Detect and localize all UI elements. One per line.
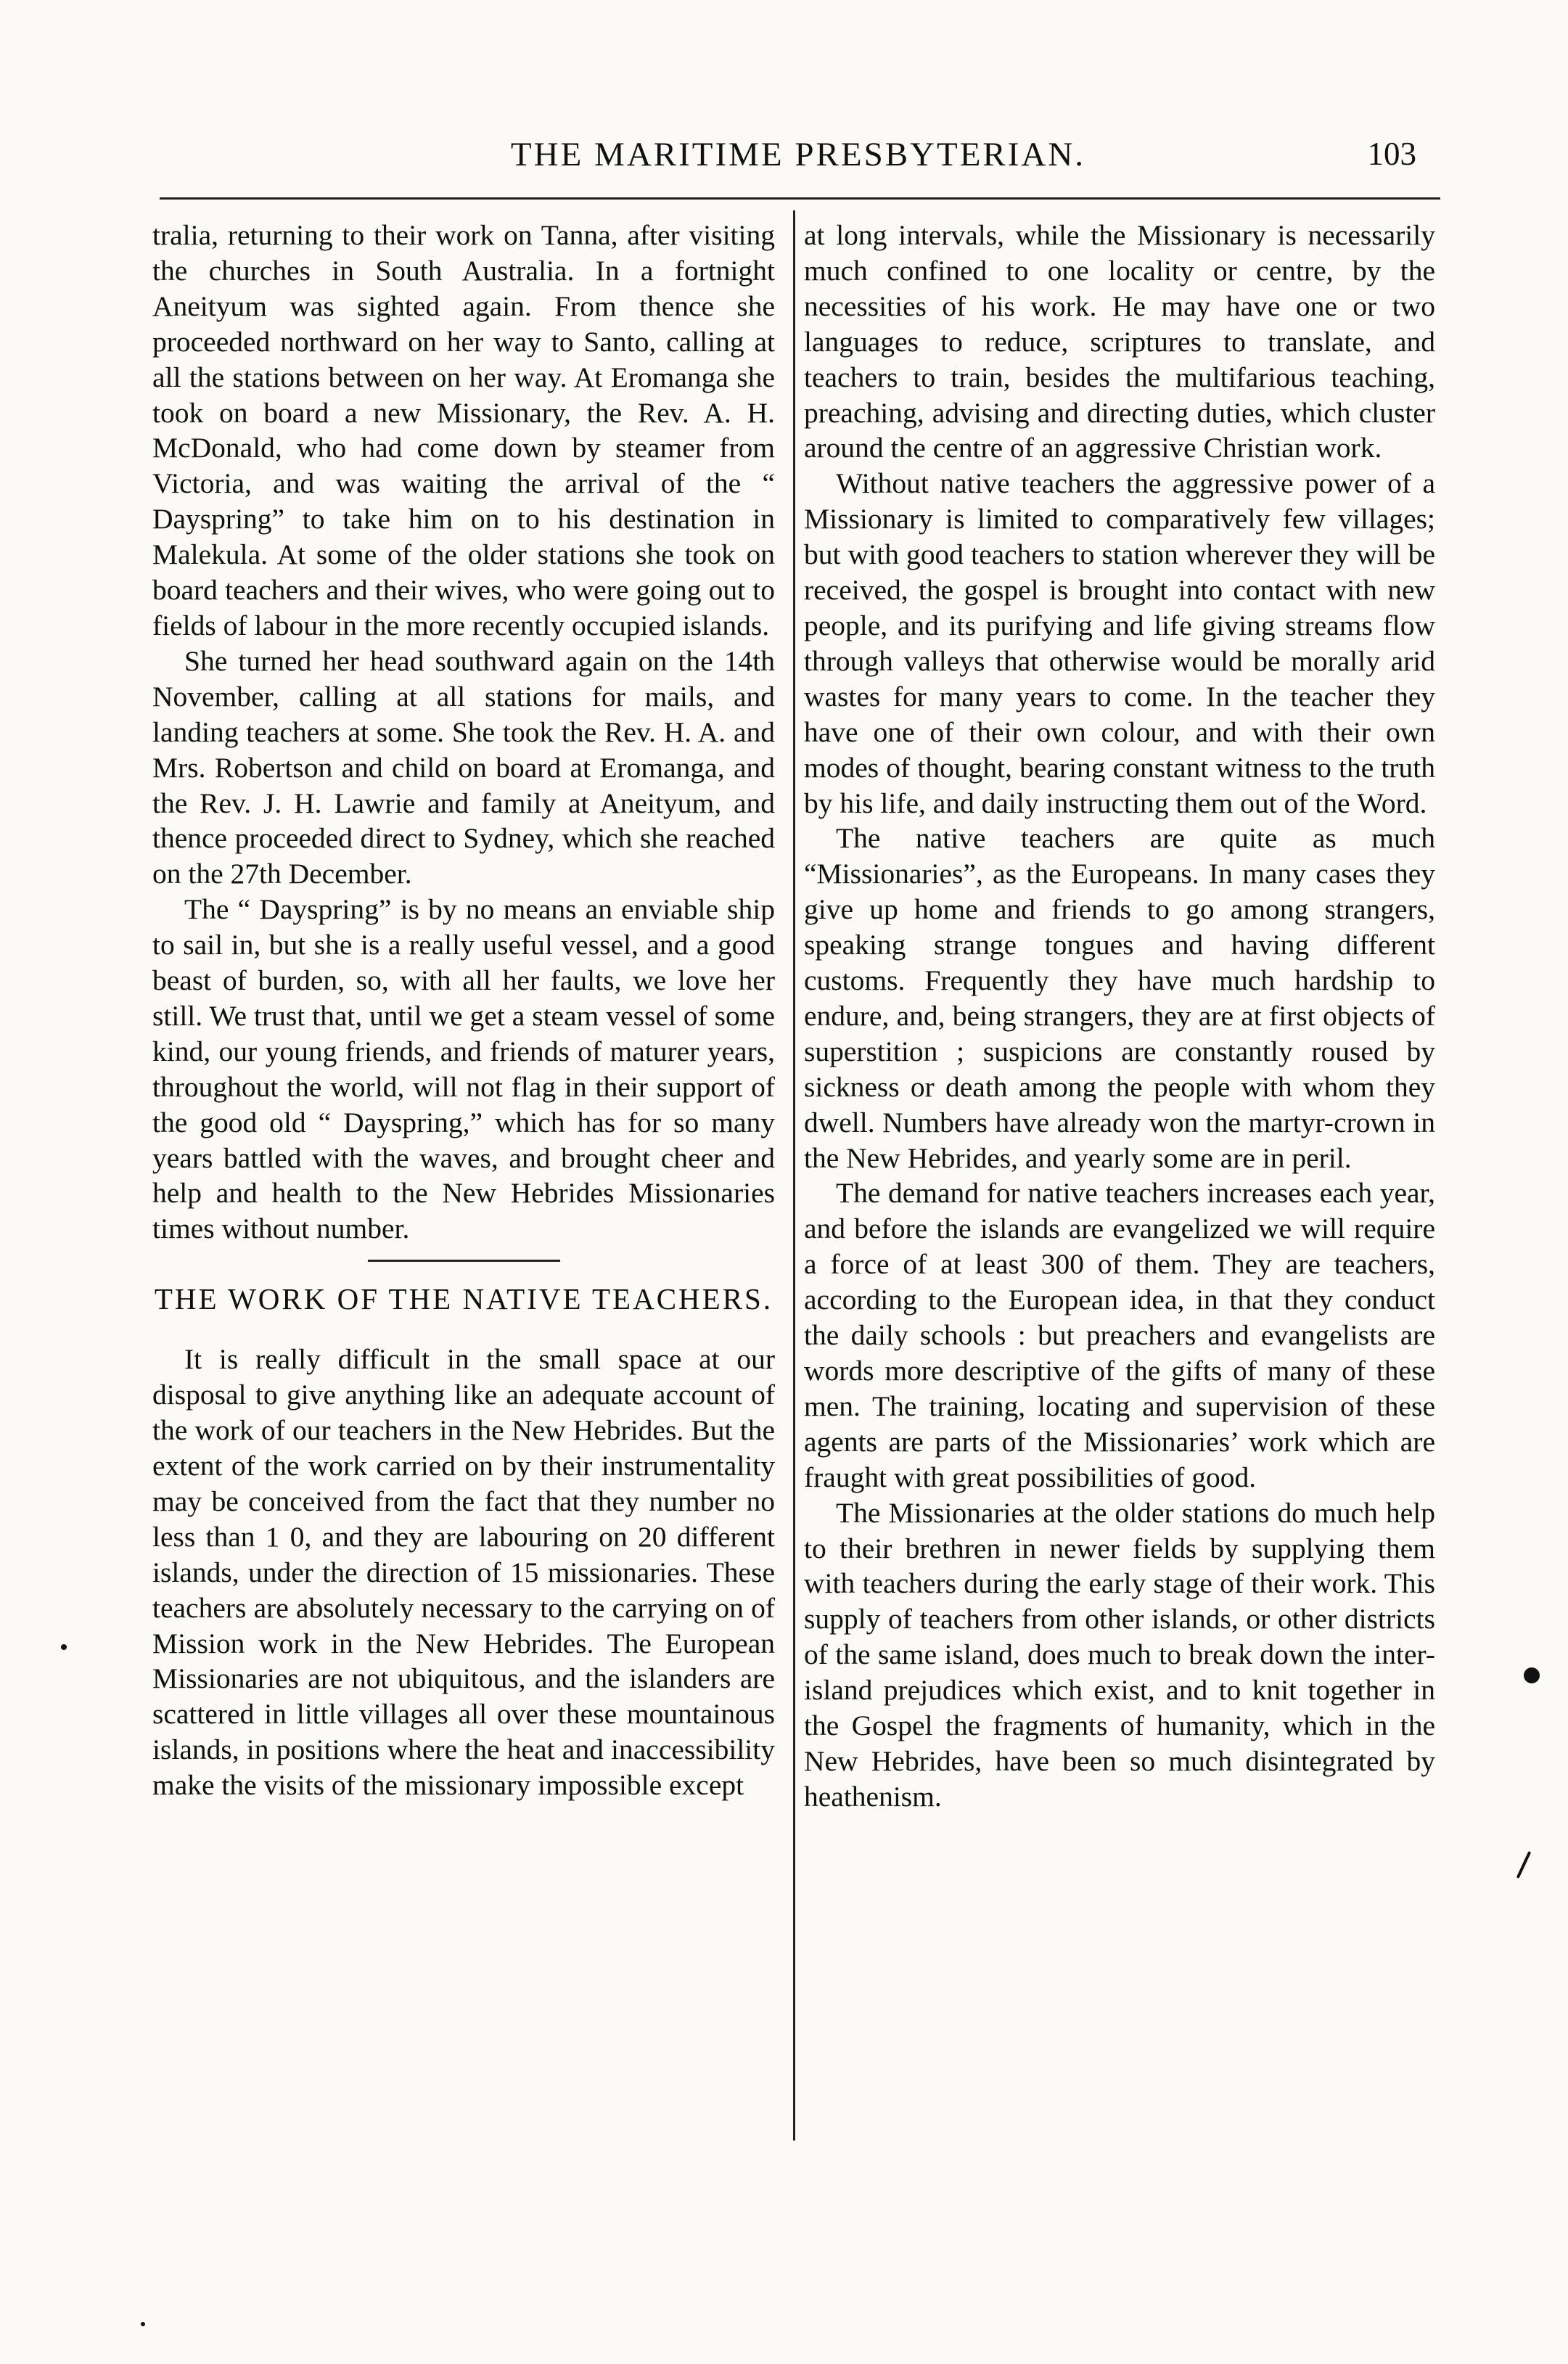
paragraph: She turned her head southward again on the 14th November, calling at all stations for mails, and landing teachers at some. She took the Rev. H. A. and Mrs. Robertson and child on board at Eromanga, and the Rev. J. H. Lawrie and family at Aneityum, and thence proceeded direct to Sydney, which she reached on the 27th December. bbox=[152, 644, 775, 890]
paragraph: It is really difficult in the small space at our disposal to give anything like an adequate account of the work of our teachers in the New Hebrides. But the extent of the work carried on by their instrumentality may be conceived from the fact that they number no less than 1 0, and they are labouring on 20 different islands, under the direction of 15 missionaries. These teachers are absolutely necessary to the carrying on of Mission work in the New Hebrides. The European Missionaries are not ubiquitous, and the islanders are scattered in little villages all over these mountainous islands, in positions where the heat and inaccessibility make the visits of the missionary impossible except bbox=[152, 1343, 775, 1802]
paragraph: The demand for native teachers increases each year, and before the islands are evangelized we will require a force of at least 300 of them. They are teachers, according to the European idea, in that they conduct the daily schools : but preachers and evangelists are words more descriptive of the gifts of many of these men. The training, locating and supervision of these agents are parts of the Missionaries’ work which are fraught with great possibilities of good. bbox=[804, 1177, 1435, 1493]
page-number: 103 bbox=[1367, 136, 1416, 172]
section-heading: THE WORK OF THE NATIVE TEACHERS. bbox=[154, 1282, 773, 1316]
page-header bbox=[152, 128, 1444, 183]
right-column bbox=[804, 218, 1435, 1815]
ink-speck bbox=[1516, 1851, 1532, 1879]
left-column bbox=[152, 218, 775, 1803]
header-rule bbox=[160, 197, 1440, 200]
paragraph: The Missionaries at the older stations do much help to their brethren in newer fields by supplying them with teachers during the early stage of their work. This supply of teachers from other islands, or other districts of the same island, does much to break down the inter-island prejudices which exist, and to knit together in the Gospel the fragments of humanity, which in the New Hebrides, have been so much disintegrated by heathenism. bbox=[804, 1496, 1435, 1813]
running-title: THE MARITIME PRESBYTERIAN. bbox=[510, 136, 1086, 173]
section-separator bbox=[368, 1260, 560, 1262]
ink-speck bbox=[141, 2322, 145, 2326]
paragraph: The “ Dayspring” is by no means an enviable ship to sail in, but she is a really useful vessel, and a good beast of burden, so, with all her faults, we love her still. We trust that, until we get a steam vessel of some kind, our young friends, and friends of maturer years, throughout the world, will not flag in their support of the good old “ Dayspring,” which has for so many years battled with the waves, and brought cheer and help and health to the New Hebrides Missionaries times without number. bbox=[152, 893, 775, 1245]
ink-speck bbox=[61, 1644, 67, 1650]
paragraph: at long intervals, while the Missionary is necessarily much confined to one locality or centre, by the necessities of his work. He may have one or two languages to reduce, scriptures to translate, and teachers to train, besides the multifarious teaching, preaching, advising and directing duties, which cluster around the centre of an aggressive Christian work. bbox=[804, 219, 1435, 464]
ink-speck bbox=[1524, 1667, 1540, 1683]
paragraph: The native teachers are quite as much “Missionaries”, as the Europeans. In many cases they give up home and friends to go among strangers, speaking strange tongues and having different customs. Frequently they have much hardship to endure, and, being strangers, they are at first objects of superstition ; suspicions are constantly roused by sickness or death among the people with whom they dwell. Numbers have already won the martyr-crown in the New Hebrides, and yearly some are in peril. bbox=[804, 822, 1435, 1174]
column-divider bbox=[793, 210, 795, 2141]
paragraph: Without native teachers the aggressive power of a Missionary is limited to comparatively few villages; but with good teachers to station wherever they will be received, the gospel is brought into contact with new people, and its purifying and life giving streams flow through valleys that otherwise would be morally arid wastes for many years to come. In the teacher they have one of their own colour, and with their own modes of thought, bearing constant witness to the truth by his life, and daily instructing them out of the Word. bbox=[804, 467, 1435, 819]
paragraph: tralia, returning to their work on Tanna, after visiting the churches in South Australia. In a fortnight Aneityum was sighted again. From thence she proceeded northward on her way to Santo, calling at all the stations between on her way. At Eromanga she took on board a new Missionary, the Rev. A. H. McDonald, who had come down by steamer from Victoria, and was waiting the arrival of the “ Dayspring” to take him on to his destination in Malekula. At some of the older stations she took on board teachers and their wives, who were going out to fields of labour in the more recently occupied islands. bbox=[152, 219, 775, 641]
